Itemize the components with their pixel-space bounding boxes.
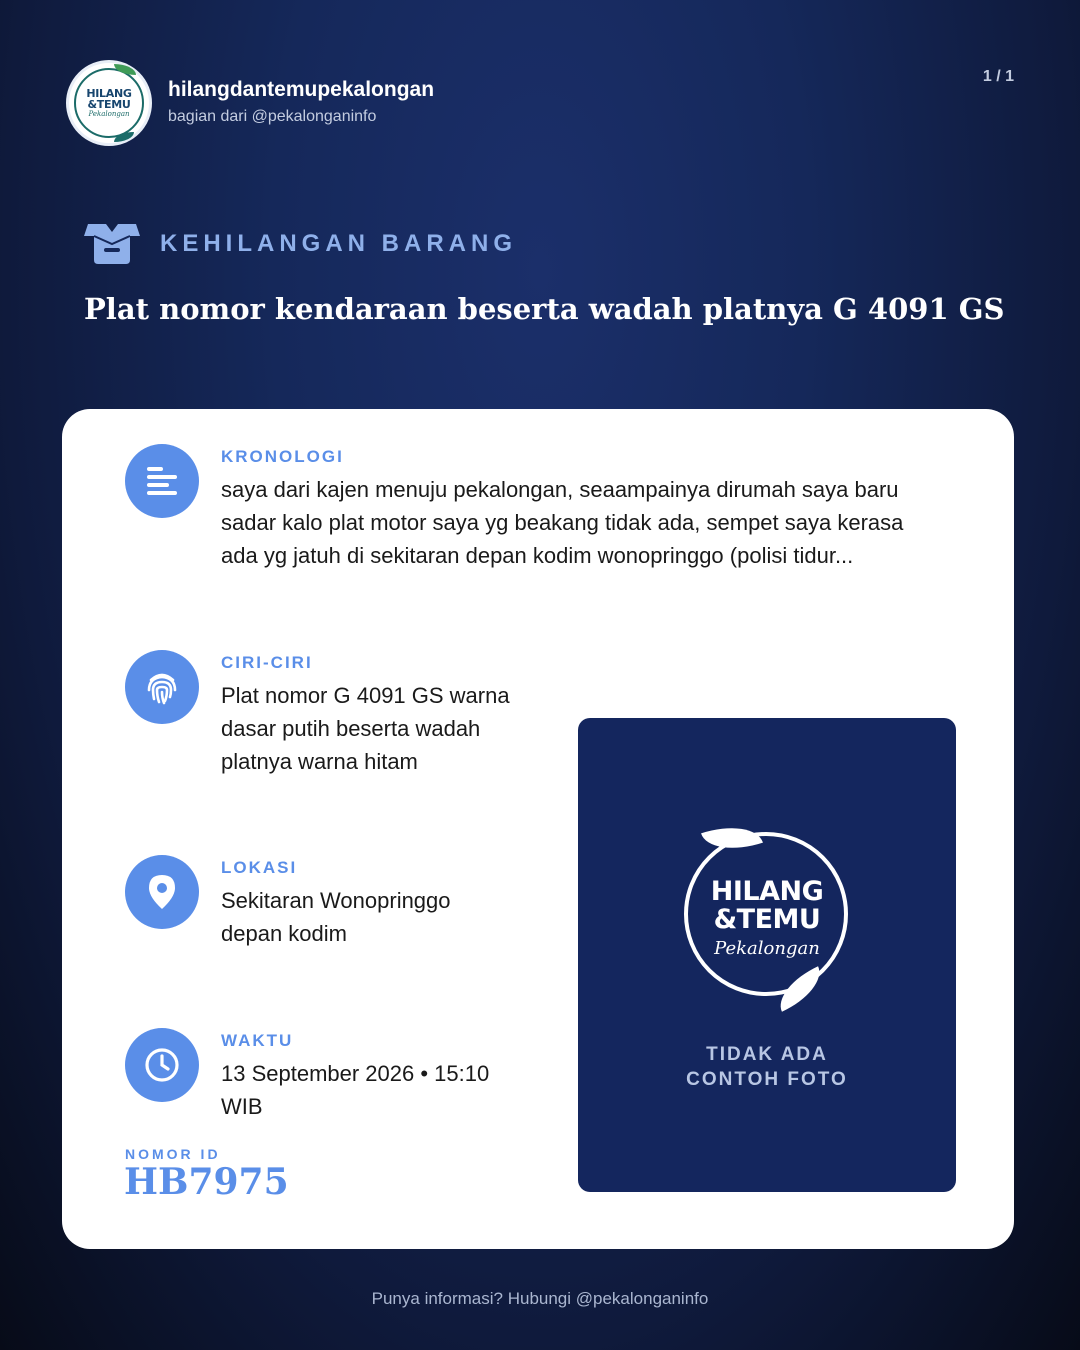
logo-line3: Pekalongan: [714, 938, 820, 959]
box-icon: [84, 222, 140, 264]
kronologi-label: KRONOLOGI: [221, 447, 344, 466]
id-label: NOMOR ID: [125, 1146, 221, 1162]
lokasi-icon-badge: [125, 855, 199, 929]
report-card: [62, 409, 1014, 1249]
photo-placeholder: [578, 718, 956, 1192]
avatar-logo: [74, 68, 144, 138]
avatar-logo-line3: Pekalongan: [88, 110, 130, 118]
category-label: KEHILANGAN BARANG: [160, 230, 517, 257]
caption-line: TIDAK ADA: [706, 1044, 828, 1065]
caption-line: CONTOH FOTO: [686, 1069, 848, 1090]
lokasi-text: [221, 884, 541, 950]
footer-contact: Punya informasi? Hubungi @pekalonganinfo: [371, 1289, 709, 1308]
avatar-logo-line1: HILANG: [86, 87, 132, 100]
text-line: sadar kalo plat motor saya yg beakang tidak ada, sempet saya kerasa: [221, 510, 904, 535]
kronologi-icon-badge: [125, 444, 199, 518]
location-pin-icon: [148, 874, 176, 910]
waktu-label: WAKTU: [221, 1031, 294, 1050]
leaf-icon: [114, 64, 136, 75]
lokasi-label: LOKASI: [221, 858, 298, 877]
text-line: Plat nomor G 4091 GS warna: [221, 683, 510, 708]
text-line: depan kodim: [221, 921, 347, 946]
avatar-logo-line2: &TEMU: [87, 98, 131, 111]
waktu-text: [221, 1057, 541, 1123]
text-line: WIB: [221, 1094, 263, 1119]
fingerprint-icon: [143, 668, 181, 706]
page-indicator: 1 / 1: [982, 68, 1014, 85]
clock-icon: [143, 1046, 181, 1084]
text-line: dasar putih beserta wadah: [221, 716, 481, 741]
text-line: ada yg jatuh di sekitaran depan kodim wonopringgo (polisi tidur...: [221, 543, 854, 568]
ciri-text: [221, 679, 541, 778]
ciri-icon-badge: [125, 650, 199, 724]
no-photo-caption: [578, 1042, 956, 1092]
leaf-icon: [114, 132, 134, 142]
account-subtitle: bagian dari @pekalonganinfo: [168, 108, 377, 125]
account-name[interactable]: hilangdantemupekalongan: [168, 78, 435, 101]
account-avatar[interactable]: [66, 60, 152, 146]
logo-line2: &TEMU: [713, 904, 821, 935]
text-line: Sekitaran Wonopringgo: [221, 888, 451, 913]
ciri-label: CIRI-CIRI: [221, 653, 313, 672]
waktu-icon-badge: [125, 1028, 199, 1102]
page-title: Plat nomor kendaraan beserta wadah platnya G 4091 GS: [84, 292, 1005, 326]
id-value: HB7975: [124, 1161, 289, 1203]
text-line: saya dari kajen menuju pekalongan, seaampainya dirumah saya baru: [221, 477, 899, 502]
text-line: 13 September 2026 • 15:10: [221, 1061, 490, 1086]
text-align-left-icon: [145, 465, 179, 497]
text-line: platnya warna hitam: [221, 749, 418, 774]
logo-line1: HILANG: [710, 876, 824, 907]
kronologi-text: [221, 473, 981, 572]
